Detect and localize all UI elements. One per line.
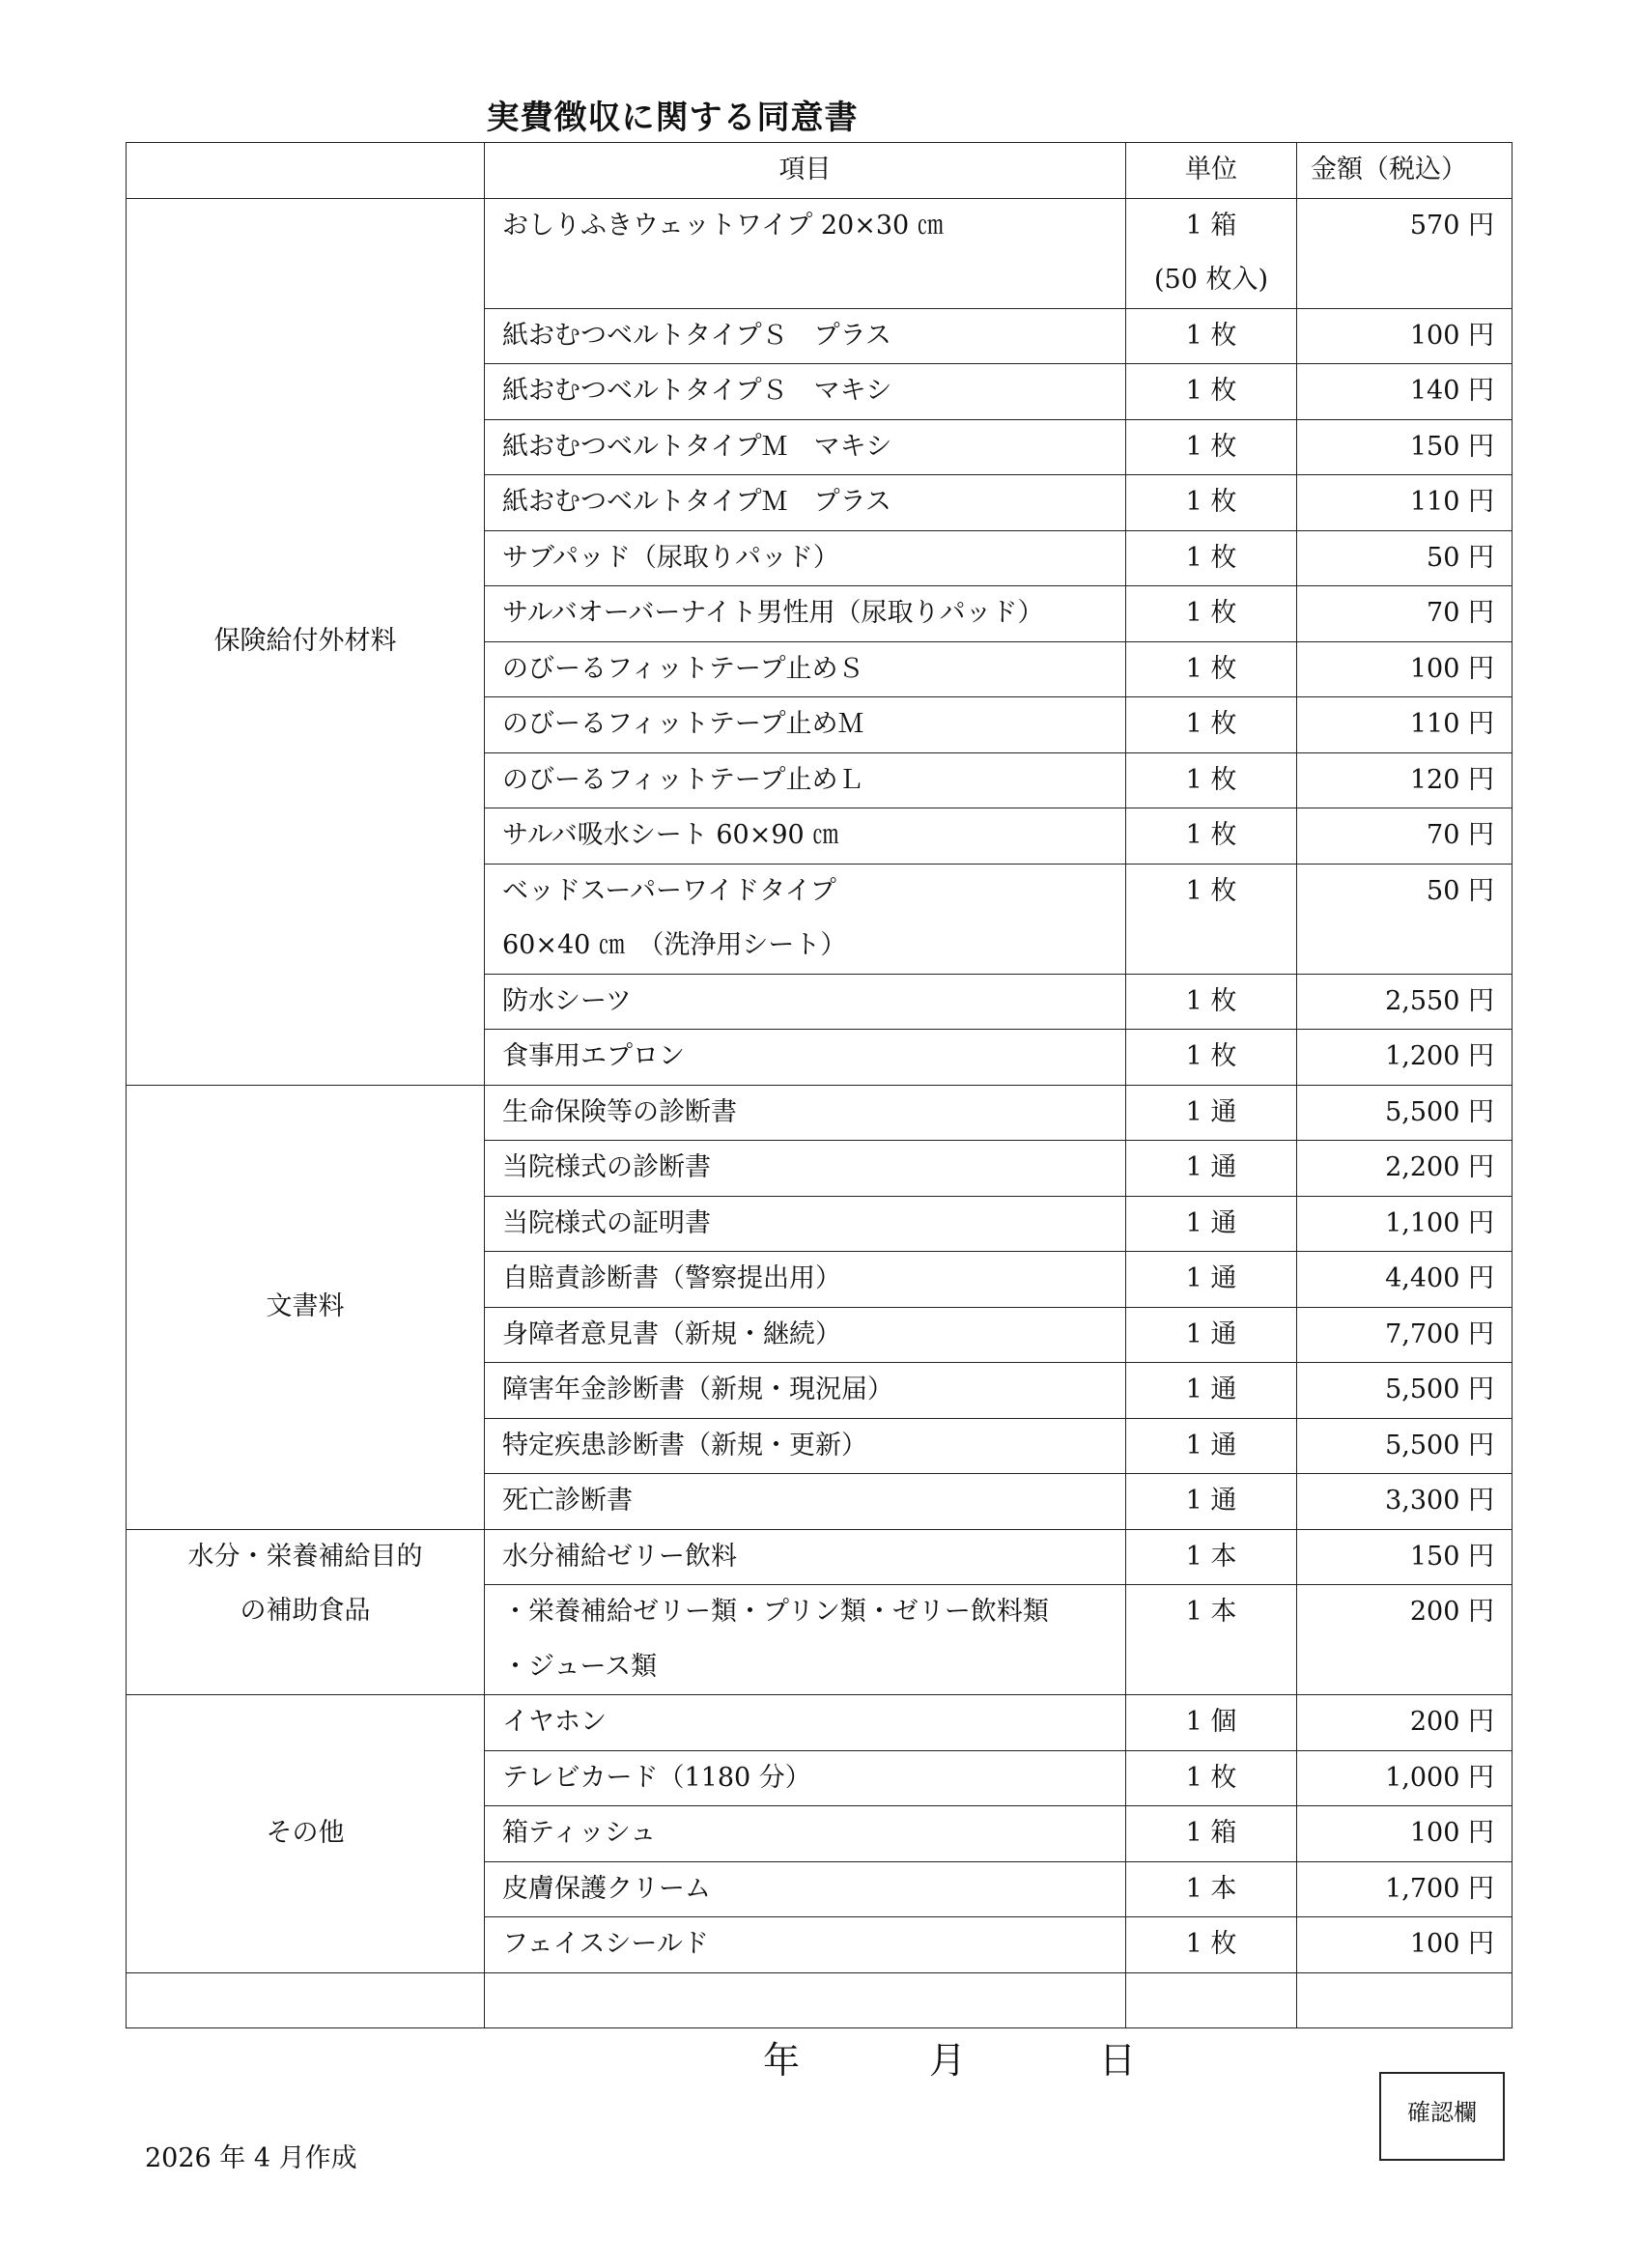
unit-label: 1 枚 xyxy=(1185,709,1237,739)
table-row xyxy=(127,1085,1513,1141)
created-note: 2026 年 4 月作成 xyxy=(145,2143,357,2173)
unit-cell xyxy=(1126,697,1297,753)
fee-table xyxy=(126,142,1513,2028)
fee-table-body xyxy=(127,198,1513,2028)
amount-cell: 120 円 xyxy=(1297,752,1513,808)
unit-label: 1 枚 xyxy=(1185,653,1237,684)
item-cell xyxy=(485,364,1126,420)
item-label: 死亡診断書 xyxy=(502,1486,633,1516)
item-label: フェイスシールド xyxy=(502,1929,709,1959)
unit-cell xyxy=(1126,586,1297,642)
amount-cell: 70 円 xyxy=(1297,808,1513,865)
item-cell xyxy=(485,1585,1126,1695)
unit-cell xyxy=(1126,475,1297,531)
amount-cell: 110 円 xyxy=(1297,475,1513,531)
amount-cell: 2,200 円 xyxy=(1297,1141,1513,1197)
unit-cell xyxy=(1126,1529,1297,1585)
item-label: 生命保険等の診断書 xyxy=(502,1096,737,1127)
unit-label: 1 通 xyxy=(1185,1318,1237,1349)
category-label: その他 xyxy=(266,1818,345,1848)
item-label: 特定疾患診断書（新規・更新） xyxy=(502,1430,867,1460)
item-label: サブパッド（尿取りパッド） xyxy=(502,542,839,573)
item-cell xyxy=(485,697,1126,753)
item-label: のびーるフィットテープ止めＬ xyxy=(502,764,864,795)
item-cell xyxy=(485,974,1126,1030)
amount-cell: 3,300 円 xyxy=(1297,1474,1513,1530)
unit-cell xyxy=(1126,1196,1297,1252)
amount-cell: 50 円 xyxy=(1297,864,1513,974)
item-label: 当院様式の診断書 xyxy=(502,1152,711,1182)
amount-cell: 5,500 円 xyxy=(1297,1418,1513,1474)
amount-cell: 5,500 円 xyxy=(1297,1363,1513,1419)
category-label: 保険給付外材料 xyxy=(213,625,397,656)
unit-cell xyxy=(1126,1750,1297,1806)
item-cell xyxy=(485,1196,1126,1252)
amount-cell: 110 円 xyxy=(1297,697,1513,753)
item-label: ・ジュース類 xyxy=(502,1651,658,1682)
item-cell xyxy=(485,586,1126,642)
unit-label: 1 枚 xyxy=(1185,542,1237,573)
item-cell xyxy=(485,1085,1126,1141)
item-label: 紙おむつベルトタイプＭ マキシ xyxy=(502,431,892,462)
item-cell xyxy=(485,530,1126,586)
table-row xyxy=(127,1695,1513,1751)
amount-cell: 7,700 円 xyxy=(1297,1307,1513,1363)
item-label: 皮膚保護クリーム xyxy=(502,1873,711,1904)
unit-cell xyxy=(1126,1030,1297,1086)
unit-label: 1 枚 xyxy=(1185,1762,1237,1793)
item-label: イヤホン xyxy=(502,1707,607,1737)
unit-cell xyxy=(1126,1695,1297,1751)
category-cell xyxy=(127,1529,485,1695)
unit-cell xyxy=(1126,641,1297,697)
unit-cell xyxy=(1126,1141,1297,1197)
amount-cell: 140 円 xyxy=(1297,364,1513,420)
item-label: 防水シーツ xyxy=(502,985,632,1016)
unit-label: 1 枚 xyxy=(1185,431,1237,462)
amount-cell: 1,200 円 xyxy=(1297,1030,1513,1086)
unit-cell xyxy=(1126,1861,1297,1917)
item-cell xyxy=(485,1141,1126,1197)
item-cell xyxy=(485,864,1126,974)
date-day-label: 日 xyxy=(1099,2039,1137,2082)
category-cell xyxy=(127,1972,485,2028)
unit-cell xyxy=(1126,1085,1297,1141)
item-cell xyxy=(485,752,1126,808)
item-label: のびーるフィットテープ止めＭ xyxy=(502,709,864,739)
amount-cell: 100 円 xyxy=(1297,641,1513,697)
amount-cell: 200 円 xyxy=(1297,1695,1513,1751)
table-row xyxy=(127,198,1513,308)
amount-cell: 1,100 円 xyxy=(1297,1196,1513,1252)
unit-cell xyxy=(1126,198,1297,308)
amount-cell: 200 円 xyxy=(1297,1585,1513,1695)
unit-cell xyxy=(1126,530,1297,586)
amount-cell: 100 円 xyxy=(1297,308,1513,364)
unit-cell xyxy=(1126,1363,1297,1419)
unit-label: 1 枚 xyxy=(1185,320,1237,351)
item-label: 箱ティッシュ xyxy=(502,1818,657,1848)
header-amount: 金額（税込） xyxy=(1297,143,1513,199)
category-cell xyxy=(127,1085,485,1529)
item-label: 障害年金診断書（新規・現況届） xyxy=(502,1375,893,1404)
item-cell xyxy=(485,1252,1126,1308)
category-cell xyxy=(127,198,485,1085)
unit-cell xyxy=(1126,1252,1297,1308)
unit-label: 1 枚 xyxy=(1185,1929,1237,1959)
amount-cell: 150 円 xyxy=(1297,419,1513,475)
unit-label: 1 枚 xyxy=(1185,764,1237,795)
unit-label: 1 枚 xyxy=(1185,376,1237,406)
item-label: 紙おむつベルトタイプＳ プラス xyxy=(502,320,891,351)
unit-cell xyxy=(1126,808,1297,865)
header-unit: 単位 xyxy=(1126,143,1297,199)
unit-label: 1 本 xyxy=(1185,1597,1237,1627)
item-cell xyxy=(485,198,1126,308)
item-cell xyxy=(485,1363,1126,1419)
item-cell xyxy=(485,1917,1126,1973)
unit-cell xyxy=(1126,364,1297,420)
item-label: ・栄養補給ゼリー類・プリン類・ゼリー飲料類 xyxy=(502,1597,1049,1627)
amount-cell: 5,500 円 xyxy=(1297,1085,1513,1141)
amount-cell: 150 円 xyxy=(1297,1529,1513,1585)
document-title: 実費徴収に関する同意書 xyxy=(486,99,859,137)
item-cell xyxy=(485,1529,1126,1585)
unit-label: 1 本 xyxy=(1185,1873,1237,1904)
item-label: 身障者意見書（新規・継続） xyxy=(502,1318,841,1349)
item-label: 当院様式の証明書 xyxy=(502,1207,711,1238)
header-category xyxy=(127,143,485,199)
unit-label: 1 通 xyxy=(1185,1486,1237,1516)
amount-cell: 70 円 xyxy=(1297,586,1513,642)
item-cell xyxy=(485,1307,1126,1363)
item-cell xyxy=(485,475,1126,531)
confirm-box: 確認欄 xyxy=(1379,2072,1505,2161)
amount-cell: 100 円 xyxy=(1297,1917,1513,1973)
unit-label: 1 箱 xyxy=(1185,210,1237,241)
amount-cell: 4,400 円 xyxy=(1297,1252,1513,1308)
category-label: 文書料 xyxy=(266,1290,345,1321)
date-line xyxy=(763,2030,1169,2082)
table-row xyxy=(127,1972,1513,2028)
category-label: 水分・栄養補給目的 xyxy=(187,1541,423,1572)
unit-label: 1 通 xyxy=(1185,1430,1237,1460)
unit-cell xyxy=(1126,308,1297,364)
item-cell xyxy=(485,1695,1126,1751)
unit-cell xyxy=(1126,1972,1297,2028)
unit-cell xyxy=(1126,1474,1297,1530)
amount-cell xyxy=(1297,1972,1513,2028)
unit-cell xyxy=(1126,752,1297,808)
item-cell xyxy=(485,1474,1126,1530)
item-label: テレビカード（1180 分） xyxy=(502,1762,811,1793)
category-label: の補助食品 xyxy=(240,1596,371,1626)
item-label: のびーるフィットテープ止めＳ xyxy=(502,653,864,684)
item-label: 紙おむつベルトタイプＭ プラス xyxy=(502,487,891,517)
unit-label: 1 枚 xyxy=(1185,598,1237,628)
unit-cell xyxy=(1126,864,1297,974)
category-cell xyxy=(127,1695,485,1973)
unit-label: 1 通 xyxy=(1185,1207,1237,1238)
unit-cell xyxy=(1126,419,1297,475)
header-item: 項目 xyxy=(485,143,1126,199)
unit-cell xyxy=(1126,1585,1297,1695)
unit-cell xyxy=(1126,1307,1297,1363)
unit-label: 1 個 xyxy=(1185,1707,1237,1737)
date-month-label: 月 xyxy=(929,2039,967,2082)
item-cell xyxy=(485,1806,1126,1862)
item-cell xyxy=(485,641,1126,697)
unit-label: 1 本 xyxy=(1185,1541,1237,1572)
unit-label: 1 枚 xyxy=(1185,875,1237,906)
unit-label: 1 枚 xyxy=(1185,487,1237,517)
table-row xyxy=(127,1529,1513,1585)
unit-label: (50 枚入) xyxy=(1153,265,1268,295)
unit-label: 1 通 xyxy=(1185,1152,1237,1182)
item-label: 水分補給ゼリー飲料 xyxy=(502,1541,737,1572)
unit-label: 1 枚 xyxy=(1185,820,1237,850)
unit-cell xyxy=(1126,1806,1297,1862)
unit-cell xyxy=(1126,1418,1297,1474)
unit-label: 1 通 xyxy=(1185,1096,1237,1127)
unit-label: 1 枚 xyxy=(1185,1041,1237,1071)
unit-label: 1 箱 xyxy=(1185,1818,1237,1848)
amount-cell: 570 円 xyxy=(1297,198,1513,308)
unit-label: 1 通 xyxy=(1185,1375,1237,1404)
item-label: 食事用エプロン xyxy=(502,1041,685,1071)
item-label: サルバオーバーナイト男性用（尿取りパッド） xyxy=(502,598,1044,628)
amount-cell: 1,700 円 xyxy=(1297,1861,1513,1917)
amount-cell: 100 円 xyxy=(1297,1806,1513,1862)
amount-cell: 1,000 円 xyxy=(1297,1750,1513,1806)
item-label: サルバ吸水シート 60×90 ㎝ xyxy=(502,820,839,850)
unit-cell xyxy=(1126,1917,1297,1973)
item-cell xyxy=(485,419,1126,475)
item-cell xyxy=(485,1750,1126,1806)
item-cell xyxy=(485,1861,1126,1917)
item-cell xyxy=(485,808,1126,865)
item-cell xyxy=(485,1030,1126,1086)
date-year-label: 年 xyxy=(763,2039,801,2082)
item-label: 紙おむつベルトタイプＳ マキシ xyxy=(502,376,892,406)
amount-cell: 2,550 円 xyxy=(1297,974,1513,1030)
item-cell xyxy=(485,308,1126,364)
table-header-row xyxy=(127,143,1513,199)
amount-cell: 50 円 xyxy=(1297,530,1513,586)
item-cell xyxy=(485,1972,1126,2028)
unit-cell xyxy=(1126,974,1297,1030)
item-label: おしりふきウェットワイプ 20×30 ㎝ xyxy=(502,210,944,241)
unit-label: 1 枚 xyxy=(1185,985,1237,1016)
item-cell xyxy=(485,1418,1126,1474)
unit-label: 1 通 xyxy=(1185,1263,1237,1293)
item-label: 自賠責診断書（警察提出用） xyxy=(502,1263,841,1293)
item-label: 60×40 ㎝ （洗浄用シート） xyxy=(502,930,847,960)
item-label: ベッドスーパーワイドタイプ xyxy=(502,875,836,906)
